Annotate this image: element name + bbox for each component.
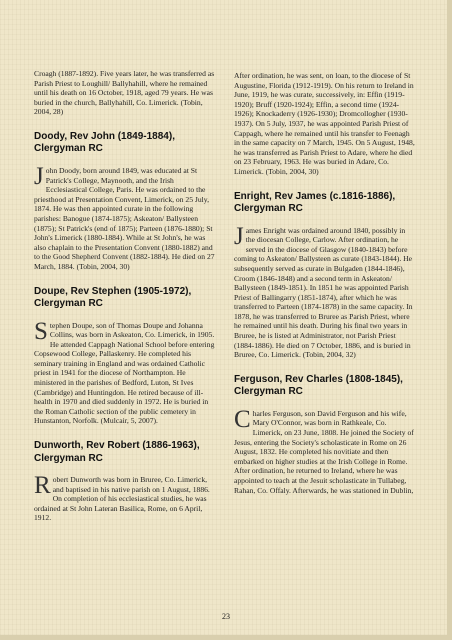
entry-text: obert Dunworth was born in Bruree, Co. Limerick, and baptised in his native parish on 1 August, 1886. On completion of his ecclesiastical studies, he was ordained at St John Lateran Basilica, Rome, on 6 April, 1912. <box>34 475 210 523</box>
entry-text: ames Enright was ordained around 1840, possibly in the diocesan College, Carlow. After ordination, he served in the diocese of Glasgow (1840-1843) before coming to Askeaton/ Ballysteen as curate (1843-1844). He subsequently served as curate in Bulgaden (1844-1846), Croom (1846-1848) and a second term in Askeaton/ Ballysteen (1849-1851). In 1851 he was appointed Parish Priest of Ballingarry (1851-1874), after which he was transferred to Parteen (1874-1878) in the same capacity. In 1878, he was transferred to Bruree as Parish Priest, where he remained until his death. During his final two years in Bruree, he is listed at Administrator, not Parish Priest (1884-1886). He died on 7 October, 1886, and is buried in Bruree, Co. Limerick. (Tobin, 2004, 32) <box>234 225 413 360</box>
entry-text: tephen Doupe, son of Thomas Doupe and Johanna Collins, was born in Askeaton, Co. Limerick, in 1905. He attended Cappagh National School before entering Copsewood College, Pallaskenry. He completed his seminary training in England and was ordained Catholic priest in 1941 for the diocese of Northampton. He ministered in the parishes of Bedford, Luton, St Ives (Cambridge) and Huntingdon. He retired because of ill-health in 1970 and died suddenly in 1972. He is buried in the Roman Catholic section of the public cemetery in Hunstanton, Norfolk. (Mulcair, 5, 2007). <box>34 320 215 426</box>
entry-text: harles Ferguson, son David Ferguson and his wife, Mary O'Connor, was born in Rathkeale, Co. Limerick, on 23 June, 1808. He joined the Society of Jesus, entering the Society's scholasticate in Rome on 26 August, 1832. He completed his novitiate and then embarked on higher studies at the Irish College in Rome. After ordination, he returned to Ireland, where he was appointed to teach at the Jesuit scholasticate in Tullabeg, Rahan, Co. Offaly. Afterwards, he was stationed in Dublin, <box>234 408 414 495</box>
entry-body-enright <box>234 222 416 360</box>
entry-body-doody <box>34 162 216 272</box>
drop-cap: S <box>34 317 48 345</box>
entry-title-enright: Enright, Rev James (c.1816-1886), Clergyman RC <box>234 190 396 215</box>
drop-cap: J <box>234 222 244 250</box>
drop-cap: J <box>34 162 44 190</box>
entry-body-dunworth <box>34 472 216 523</box>
drop-cap: R <box>34 472 51 500</box>
continued-paragraph: After ordination, he was sent, on loan, to the diocese of St Augustine, Florida (1912-1919). On his return to Ireland in June, 1919, he was curate, successively, in: Effin (1919-1920); Bruff (1920-1924); Effin, a second time (1924-1926); Knockaderry (1926-1930); Dromcollogher (1930-1937). On 5 July, 1937, he was appointed Parish Priest of Cappagh, where he remained until his transfer to Feenagh in the same capacity on 7 March, 1945. On 5 August, 1948, he was transferred as Parish Priest to Adare, where he died on 23 February, 1963. He was buried in Adare, Co. Limerick. (Tobin, 2004, 30) <box>234 71 415 176</box>
entry-body-doupe <box>34 317 216 427</box>
entry-title-dunworth: Dunworth, Rev Robert (1886-1963), Clergyman RC <box>34 440 200 464</box>
drop-cap: C <box>234 405 251 433</box>
right-column <box>234 71 416 495</box>
entry-title-doody: Doody, Rev John (1849-1884), Clergyman RC <box>34 130 175 155</box>
left-column <box>34 69 216 523</box>
page-number: 23 <box>222 612 230 621</box>
continued-paragraph: Croagh (1887-1892). Five years later, he was transferred as Parish Priest to Loughill/ Ballyhahill, where he remained until his death on 16 October, 1918, aged 79 years. He was buried in the church, Ballyhahill, Co. Limerick. (Tobin, 2004, 28) <box>34 69 215 117</box>
entry-text: ohn Doody, born around 1849, was educated at St Patrick's College, Maynooth, and the Irish Ecclesiastical College, Paris. He was ordained to the priesthood at Presentation Convent, Limerick, on 25 July, 1874. He was then appointed curate in the following parishes: Banogue (1874-1875); Askeaton/ Ballysteen (1875); St Patrick's (end of 1875); Parteen (1876-1880); St John's Limerick (1880-1884). While at St John's, he was also chaplain to the Presentation Convent (1880-1882) and to the Good Shepherd Convent (1882-1884). He died on 27 March, 1884. (Tobin, 2004, 30) <box>34 165 215 271</box>
entry-body-ferguson <box>234 405 416 495</box>
entry-title-doupe: Doupe, Rev Stephen (1905-1972), Clergyman RC <box>34 285 192 309</box>
entry-title-ferguson: Ferguson, Rev Charles (1808-1845), Clergyman RC <box>234 373 403 398</box>
